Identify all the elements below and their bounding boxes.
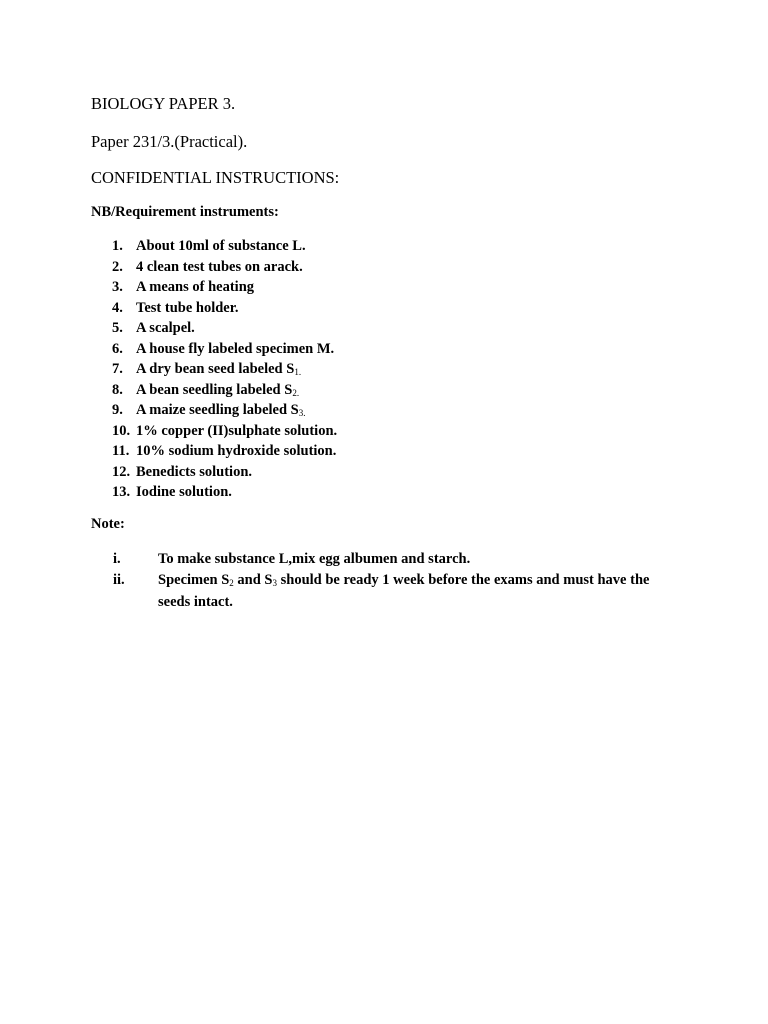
list-text: 4 clean test tubes on arack.	[136, 258, 303, 275]
list-text: A bean seedling labeled $S_{2.}$	[136, 381, 300, 398]
note-text: Specimen $S_2$ and $S_3$ should be ready 1 week before the exams and must have the seeds intact.	[158, 572, 650, 610]
list-number: 9.	[112, 402, 123, 418]
list-text: Test tube holder.	[136, 299, 239, 316]
document-title: BIOLOGY PAPER 3.	[91, 94, 236, 113]
list-number: 12.	[112, 463, 131, 480]
list-text: A scalpel.	[136, 320, 195, 336]
list-text: A house fly labeled specimen M.	[136, 340, 335, 357]
list-number: 5.	[112, 320, 123, 336]
list-text: A dry bean seed labeled $S_{1.}$	[136, 361, 302, 377]
list-text: Iodine solution.	[136, 484, 232, 500]
list-number: 11.	[112, 443, 130, 459]
note-item	[0, 549, 768, 570]
list-text: 1% copper (II)sulphate solution.	[136, 422, 338, 439]
list-text: About 10ml of substance L.	[136, 238, 306, 254]
paper-code: Paper 231/3.(Practical).	[91, 132, 248, 151]
note-label: Note:	[91, 516, 125, 532]
section-heading: CONFIDENTIAL INSTRUCTIONS:	[91, 168, 340, 187]
list-number: 2.	[112, 258, 123, 275]
note-number: ii.	[113, 572, 125, 588]
list-text: 10% sodium hydroxide solution.	[136, 443, 337, 459]
list-number: 4.	[112, 299, 123, 316]
list-text: A maize seedling labeled $S_{3.}$	[136, 402, 306, 418]
note-number: i.	[113, 551, 121, 567]
list-number: 10.	[112, 422, 131, 439]
note-text: To make substance L,mix egg albumen and starch.	[158, 551, 471, 567]
list-number: 6.	[112, 340, 123, 357]
note-item	[0, 570, 768, 613]
list-number: 1.	[112, 238, 123, 254]
list-number: 7.	[112, 361, 123, 377]
list-text: Benedicts solution.	[136, 463, 253, 480]
list-text: A means of heating	[136, 279, 255, 295]
requirements-heading: NB/Requirement instruments:	[91, 204, 279, 220]
list-number: 8.	[112, 381, 123, 398]
list-number: 3.	[112, 279, 123, 295]
list-number: 13.	[112, 484, 131, 500]
notes-list	[0, 549, 768, 613]
